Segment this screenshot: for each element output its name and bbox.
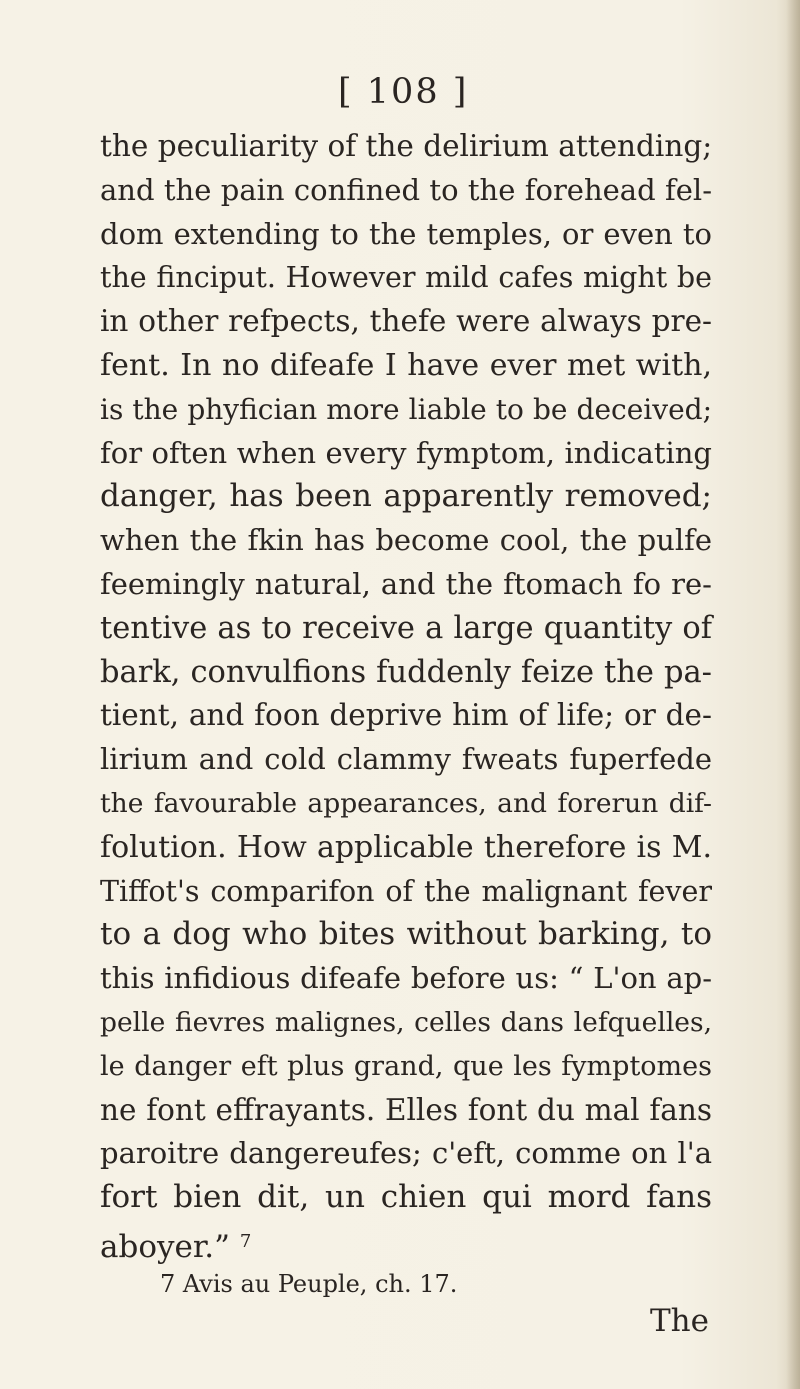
text-line: bark, convulfions fuddenly feize the pa- (100, 654, 712, 690)
footnote: 7 Avis au Peuple, ch. 17. (160, 1270, 458, 1298)
text-line: tentive as to receive a large quantity of (100, 610, 712, 646)
page-edge-shadow (786, 0, 800, 1389)
text-line: and the pain confined to the forehead fel- (100, 172, 712, 207)
text-line: folution. How applicable therefore is M. (100, 829, 712, 865)
text-line: fent. In no difeafe I have ever met with, (100, 347, 712, 383)
text-line: to a dog who bites without barking, to (100, 916, 712, 953)
text-line: danger, has been apparently removed; (100, 478, 712, 515)
text-line: paroitre dangereufes; c'eft, comme on l'a (100, 1136, 712, 1171)
text-line: dom extending to the temples, or even to (100, 216, 712, 251)
last-text-line (100, 1220, 712, 1264)
text-line: tient, and foon deprive him of life; or de- (100, 698, 712, 733)
text-line: the peculiarity of the delirium attending; (100, 129, 713, 163)
text-line: Tiffot's comparifon of the malignant fever (100, 874, 712, 908)
last-line-text: aboyer.” (100, 1228, 230, 1265)
text-line: when the fkin has become cool, the pulfe (100, 523, 712, 558)
text-line: this infidious difeafe before us: “ L'on ap- (100, 961, 712, 996)
text-line: le danger eft plus grand, que les fymptomes (100, 1050, 712, 1082)
footnote-reference: 7 (239, 1230, 252, 1252)
text-line: lirium and cold clammy fweats fuperfede (100, 742, 712, 777)
text-line: ne font effrayants. Elles font du mal fans (100, 1092, 712, 1127)
text-line: the favourable appearances, and forerun dif- (100, 787, 712, 819)
catchword: The (650, 1303, 709, 1339)
page-number: [ 108 ] (338, 72, 469, 112)
text-line: pelle fievres malignes, celles dans lefquelles, (100, 1006, 712, 1038)
body-text (100, 125, 712, 1264)
text-line: fort bien dit, un chien qui mord fans (100, 1179, 712, 1216)
text-line: the finciput. However mild cafes might be (100, 261, 712, 295)
text-line: feemingly natural, and the ftomach fo re- (100, 566, 712, 601)
text-line: for often when every fymptom, indicating (100, 435, 712, 470)
text-line: in other refpects, thefe were always pre- (100, 304, 712, 339)
text-line: is the phyfician more liable to be deceived; (100, 392, 712, 426)
